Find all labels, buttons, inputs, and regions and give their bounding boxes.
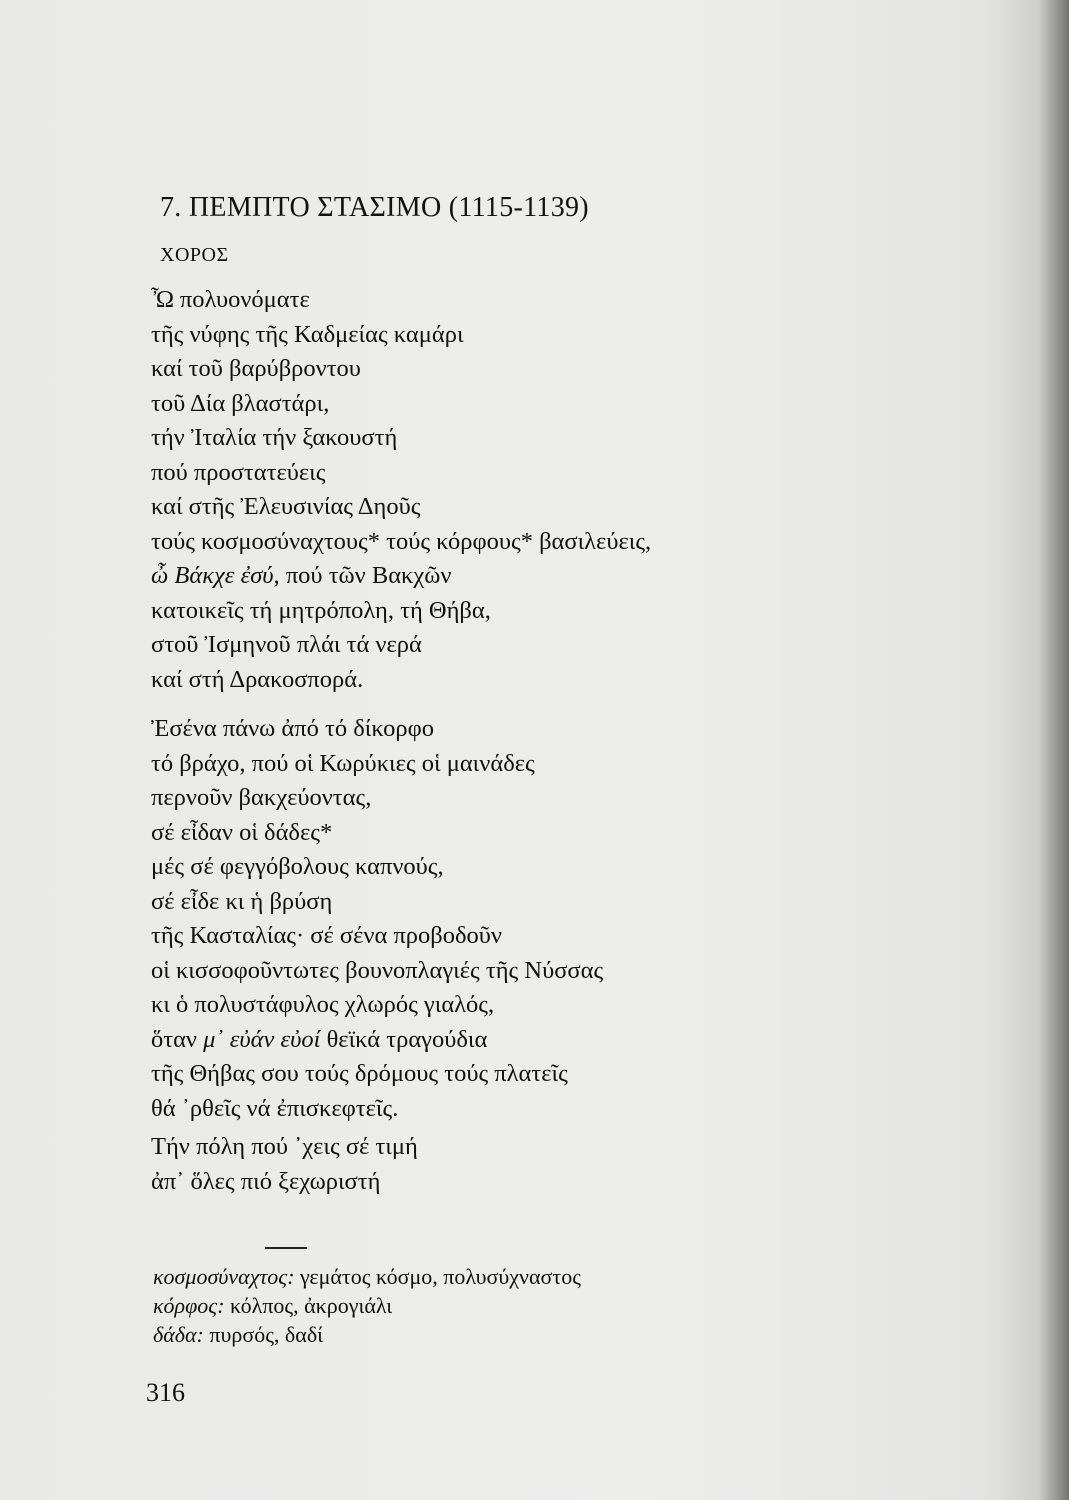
verse-line: Ἐσένα πάνω ἀπό τό δίκορφο	[151, 715, 435, 742]
footnote-definition: κόλπος, ἀκρογιάλι	[224, 1293, 393, 1318]
page-gutter-shadow	[1039, 0, 1069, 1500]
verse-line	[151, 559, 651, 594]
verse-line: κατοικεῖς τή μητρόπολη, τή Θήβα,	[151, 596, 491, 624]
verse-line: καί στῆς Ἐλευσινίας Δηοῦς	[151, 493, 421, 520]
verse-line: κι ὁ πολυστάφυλος χλωρός γιαλός,	[151, 991, 495, 1018]
footnote	[153, 1320, 581, 1349]
footnote-divider	[265, 1247, 307, 1249]
verse-text: πού τῶν Βακχῶν	[279, 562, 452, 589]
page-number: 316	[146, 1378, 185, 1407]
footnotes	[153, 1262, 581, 1349]
footnote	[153, 1291, 581, 1320]
verse-line	[151, 1023, 603, 1058]
verse-line: Τήν πόλη πού ᾿χεις σέ τιμή	[151, 1133, 418, 1160]
section-heading: 7. ΠΕΜΠΤΟ ΣΤΑΣΙΜΟ (1115-1139)	[160, 192, 589, 223]
verse-line: θά ᾿ρθεῖς νά ἐπισκεφτεῖς.	[151, 1094, 399, 1122]
footnote-term: κοσμοσύναχτος:	[153, 1264, 295, 1289]
verse-line: τήν Ἰταλία τήν ξακουστή	[151, 424, 398, 451]
footnote-term: κόρφος:	[153, 1293, 225, 1318]
verse-line: τοῦ Δία βλαστάρι,	[151, 389, 330, 417]
verse-line: καί στή Δρακοσπορά.	[151, 665, 364, 693]
verse-line: σέ εἶδε κι ἡ βρύση	[151, 887, 333, 915]
verse-line: τῆς νύφης τῆς Καδμείας καμάρι	[151, 320, 464, 348]
verse-line: σέ εἶδαν οἱ δάδες*	[151, 818, 333, 846]
speaker-label: ΧΟΡΟΣ	[160, 244, 229, 266]
footnote-definition: γεμάτος κόσμο, πολυσύχναστος	[294, 1264, 581, 1289]
verse-line: καί τοῦ βαρύβροντου	[151, 355, 361, 382]
verse-line: Ὦ πολυονόματε	[151, 286, 310, 313]
verse-line: τό βράχο, πού οἱ Κωρύκιες οἱ μαινάδες	[151, 749, 535, 777]
verse-line: τούς κοσμοσύναχτους* τούς κόρφους* βασιλεύεις,	[151, 527, 652, 555]
verse-line: τῆς Κασταλίας· σέ σένα προβοδοῦν	[151, 922, 503, 949]
verse-line: τῆς Θήβας σου τούς δρόμους τούς πλατεῖς	[151, 1060, 568, 1087]
stanza-1	[151, 283, 651, 697]
verse-text: ὅταν	[151, 1025, 204, 1053]
footnote-term: δάδα:	[153, 1322, 204, 1347]
stanza-2	[151, 712, 603, 1126]
verse-line: ἀπ᾿ ὅλες πιό ξεχωριστή	[151, 1167, 381, 1195]
verse-line: περνοῦν βακχεύοντας,	[151, 784, 372, 811]
verse-text: θεϊκά τραγούδια	[320, 1025, 488, 1053]
verse-line: οἱ κισσοφοῦντωτες βουνοπλαγιές τῆς Νύσσας	[151, 956, 604, 984]
verse-line: μές σέ φεγγόβολους καπνούς,	[151, 853, 444, 880]
verse-line: πού προστατεύεις	[151, 458, 326, 486]
footnote-definition: πυρσός, δαδί	[203, 1322, 324, 1347]
footnote	[153, 1262, 581, 1291]
verse-line: στοῦ Ἰσμηνοῦ πλάι τά νερά	[151, 631, 422, 658]
verse-italic: μ᾿ εὐάν εὐοί	[203, 1025, 321, 1053]
stanza-3	[151, 1130, 418, 1199]
verse-italic: ὦ Βάκχε ἐσύ,	[151, 562, 280, 589]
